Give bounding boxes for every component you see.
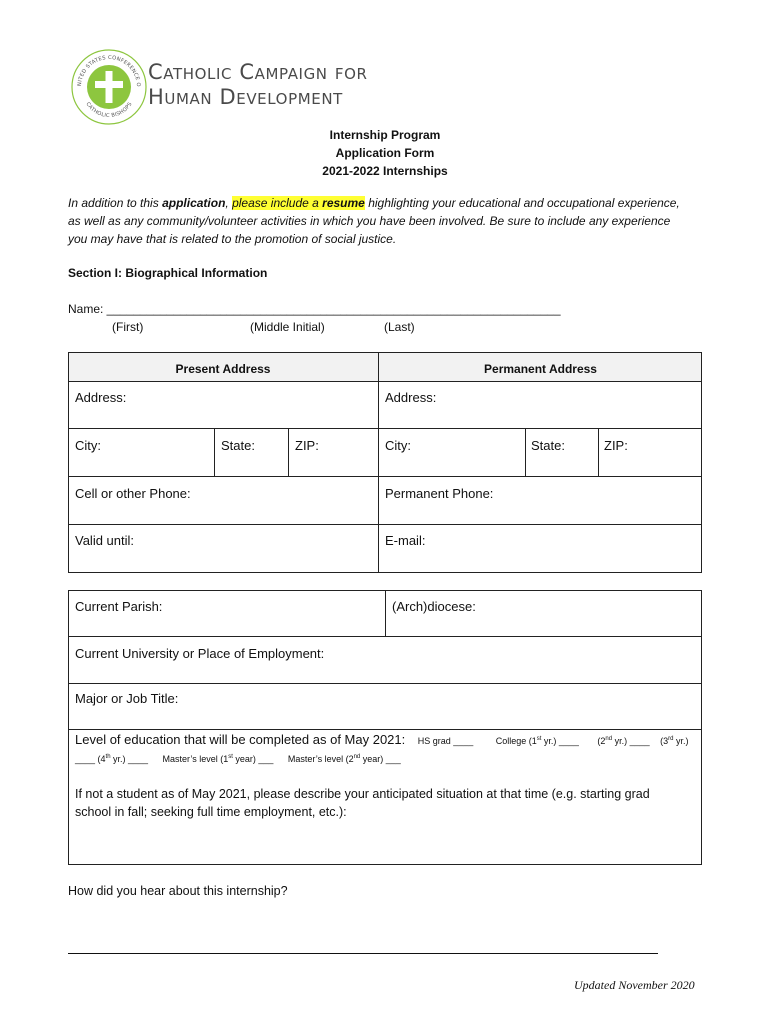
cell-phone-field[interactable]: Cell or other Phone: xyxy=(75,486,191,501)
seal-text-bottom: CATHOLIC BISHOPS xyxy=(84,101,134,120)
name-middle-caption: (Middle Initial) xyxy=(250,320,325,334)
university-employment-field[interactable]: Current University or Place of Employment: xyxy=(75,646,325,661)
intro-part-2: highlighting your educational and occupational experience, xyxy=(364,196,680,210)
name-first-caption: (First) xyxy=(112,320,144,334)
name-last-caption: (Last) xyxy=(384,320,415,334)
form-title-line-3: 2021-2022 Internships xyxy=(322,164,448,178)
hear-about-answer-line[interactable] xyxy=(68,953,658,954)
permanent-phone-field[interactable]: Permanent Phone: xyxy=(385,486,494,501)
permanent-state-field[interactable]: State: xyxy=(531,438,565,453)
college-2nd-option[interactable]: (2nd yr.) ____ xyxy=(597,736,650,746)
hs-grad-option[interactable]: HS grad ____ xyxy=(417,736,474,746)
valid-until-field[interactable]: Valid until: xyxy=(75,533,135,548)
education-level-label: Level of education that will be completed as of May 2021: xyxy=(75,732,406,747)
form-title-line-1: Internship Program xyxy=(329,128,441,142)
current-parish-field[interactable]: Current Parish: xyxy=(75,599,163,614)
present-zip-field[interactable]: ZIP: xyxy=(295,438,319,453)
permanent-address-header: Permanent Address xyxy=(484,362,597,376)
education-level-row-2[interactable] xyxy=(75,749,401,767)
present-address-header: Present Address xyxy=(175,362,271,376)
intro-part-1: In addition to this xyxy=(68,196,163,210)
hear-about-prompt: How did you hear about this internship? xyxy=(68,884,288,898)
email-field[interactable]: E-mail: xyxy=(385,533,426,548)
major-job-title-field[interactable]: Major or Job Title: xyxy=(75,691,179,706)
masters-2nd-option[interactable]: Master’s level (2nd year) ___ xyxy=(287,754,401,764)
updated-date-footer: Updated November 2020 xyxy=(574,978,695,992)
intro-comma: , xyxy=(225,196,233,210)
not-student-answer-area[interactable] xyxy=(75,824,695,860)
masters-1st-option[interactable]: Master’s level (1st year) ___ xyxy=(162,754,274,764)
seal-text-top: NITED STATES CONFERENCE O xyxy=(76,54,142,88)
intro-application: application xyxy=(162,196,226,210)
intro-paragraph xyxy=(68,194,708,248)
college-4th-option[interactable]: ____ (4th yr.) ____ xyxy=(75,754,149,764)
college-1st-option[interactable]: College (1st yr.) ____ xyxy=(495,736,579,746)
brand-wordmark xyxy=(148,60,368,110)
not-student-prompt-line-1: If not a student as of May 2021, please describe your anticipated situation at that time (e.g. starting grad xyxy=(75,787,650,801)
present-address-field[interactable]: Address: xyxy=(75,390,127,405)
not-student-prompt-line-2: school in fall; seeking full time employment, etc.): xyxy=(75,805,347,819)
brand-line-1: Catholic Campaign for xyxy=(148,60,368,84)
intro-highlight: please include a resume xyxy=(232,196,365,210)
education-level-row-1[interactable] xyxy=(75,731,688,749)
present-city-field[interactable]: City: xyxy=(75,438,101,453)
intro-line-3: you may have that is related to the promotion of social justice. xyxy=(68,232,397,246)
intro-line-2: as well as any community/volunteer activities in which you have been involved. Be sure to include any experience xyxy=(68,214,671,228)
usccb-seal-logo xyxy=(70,48,148,126)
permanent-city-field[interactable]: City: xyxy=(385,438,411,453)
permanent-address-field[interactable]: Address: xyxy=(385,390,437,405)
present-state-field[interactable]: State: xyxy=(221,438,255,453)
brand-line-2: Human Development xyxy=(148,85,343,109)
section-1-title: Section I: Biographical Information xyxy=(68,266,268,280)
permanent-zip-field[interactable]: ZIP: xyxy=(604,438,628,453)
archdiocese-field[interactable]: (Arch)diocese: xyxy=(392,599,476,614)
form-title-line-2: Application Form xyxy=(335,146,435,160)
name-field[interactable]: Name: ____________________________________________________________________ xyxy=(68,302,561,316)
college-3rd-option[interactable]: (3rd yr.) xyxy=(660,736,689,746)
